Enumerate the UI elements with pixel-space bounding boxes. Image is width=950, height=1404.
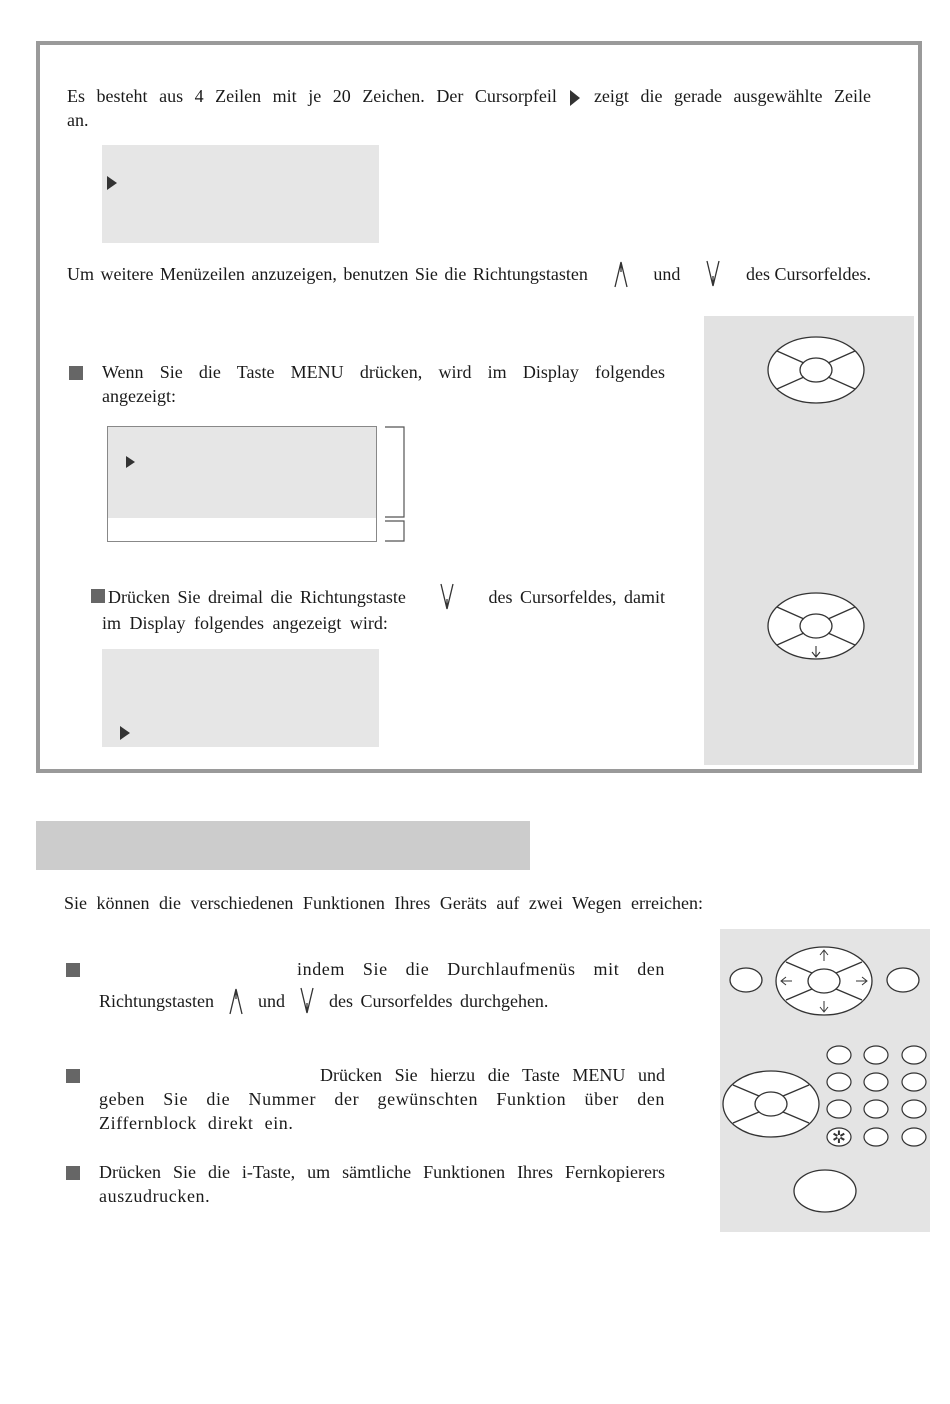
section-intro: Sie können die verschiedenen Funktionen Ihres Geräts auf zwei Wegen erreichen: <box>64 893 703 913</box>
item1-text-a: Richtungstasten <box>99 991 214 1011</box>
bullet-square-icon <box>66 1069 80 1083</box>
scroll-text-and: und <box>653 264 681 284</box>
svg-text:✲: ✲ <box>831 1128 847 1148</box>
cursor-arrow-icon <box>568 88 582 108</box>
item3-line-2: auszudrucken. <box>99 1186 211 1206</box>
bullet-square-icon <box>66 963 80 977</box>
intro-line-2: an. <box>67 110 89 130</box>
lcd-display-3 <box>102 649 379 747</box>
item1-text-b: des Cursorfeldes durchgehen. <box>329 991 549 1011</box>
menu-line-2: angezeigt: <box>102 386 176 406</box>
lcd-display-2-visible <box>108 427 376 518</box>
cursor-arrow-icon <box>105 174 119 192</box>
lcd-display-1 <box>102 145 379 243</box>
bullet-square-icon <box>91 589 105 603</box>
scroll-text-a: Um weitere Menüzeilen anzuzeigen, benutzen Sie die Richtungstasten <box>67 264 588 284</box>
press-line-2: im Display folgendes angezeigt wird: <box>102 613 388 633</box>
down-arrow-icon <box>705 260 721 288</box>
menu-line-1: Wenn Sie die Taste MENU drücken, wird im Display folgendes <box>102 362 665 382</box>
scroll-instruction <box>67 260 871 288</box>
intro-text-a: Es besteht aus 4 Zeilen mit je 20 Zeichen. Der Cursorpfeil <box>67 86 557 106</box>
item2-line-1: Drücken Sie hierzu die Taste MENU und <box>320 1065 665 1085</box>
lcd-display-2 <box>107 426 377 542</box>
cursor-arrow-icon <box>125 455 137 469</box>
press-line-1 <box>108 583 665 611</box>
cursor-pad-icon <box>764 334 868 406</box>
bullet-square-icon <box>69 366 83 380</box>
cursor-arrow-icon <box>118 724 132 742</box>
item2-line-2: geben Sie die Nummer der gewünschten Funktion über den <box>99 1089 665 1109</box>
item1-line-2 <box>99 987 548 1015</box>
intro-text-b: zeigt die gerade ausgewählte Zeile <box>593 86 871 106</box>
intro-line-1 <box>67 84 871 108</box>
lcd-bracket <box>384 426 408 544</box>
fax-keypad-icon <box>720 929 930 1232</box>
up-arrow-icon <box>613 260 629 288</box>
item2-line-3: Ziffernblock direkt ein. <box>99 1113 294 1133</box>
press-text-a: Drücken Sie dreimal die Richtungstaste <box>108 587 406 607</box>
down-arrow-icon <box>299 987 315 1015</box>
press-text-b: des Cursorfeldes, damit <box>488 587 665 607</box>
item3-line-1: Drücken Sie die i-Taste, um sämtliche Funktionen Ihres Fernkopierers <box>99 1162 665 1182</box>
bullet-square-icon <box>66 1166 80 1180</box>
scroll-text-b: des Cursorfeldes. <box>746 264 871 284</box>
section-header-bar <box>36 821 530 870</box>
item1-text-and: und <box>258 991 285 1011</box>
up-arrow-icon <box>228 987 244 1015</box>
cursor-pad-down-icon <box>764 592 868 664</box>
down-arrow-icon <box>439 583 455 611</box>
item1-line-1: indem Sie die Durchlaufmenüs mit den <box>297 959 665 979</box>
